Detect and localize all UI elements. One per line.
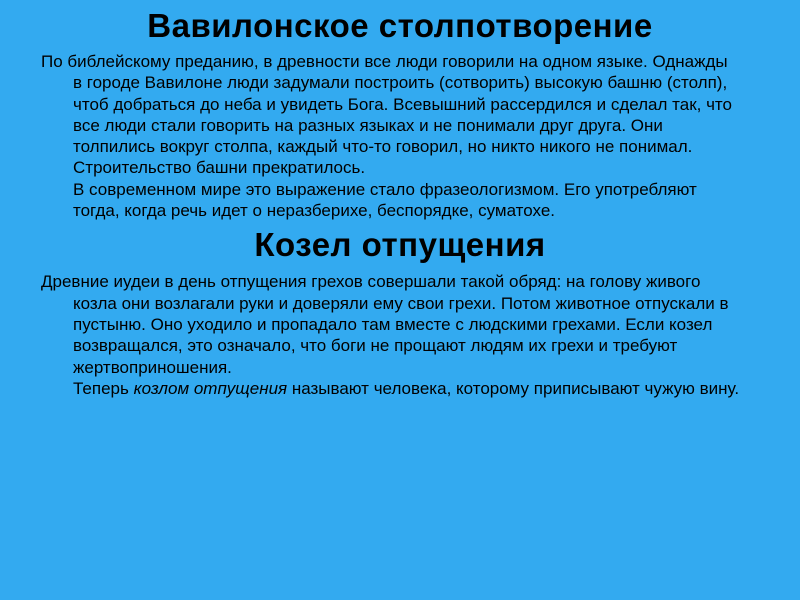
section-title-babel: Вавилонское столпотворение [147, 7, 653, 44]
paragraph-scapegoat-story: Древние иудеи в день отпущения грехов совершали такой обряд: на голову живого козла они возлагали руки и доверяли ему свои грехи. Потом животное отпускали в пустыню. Оно уходило и пропадало там вместе с людскими грехами. Если козел возвращался, это означало, что боги не прощают людям их грехи и требуют жертвоприношения. [41, 272, 729, 377]
paragraph-babel-modern: В современном мире это выражение стало фразеологизмом. Его употребляют тогда, когда речь идет о неразберихе, беспорядке, суматохе. [73, 179, 697, 221]
scapegoat-modern-after: называют человека, которому приписывают чужую вину. [287, 378, 740, 398]
scapegoat-modern-before: Теперь [73, 378, 134, 398]
section-title-scapegoat: Козел отпущения [254, 226, 546, 264]
paragraph-scapegoat-modern [0, 378, 800, 399]
paragraph-babel-story: По библейскому преданию, в древности все люди говорили на одном языке. Однажды в городе Вавилоне люди задумали построить (сотворить) высокую башню (столп), чтоб добраться до неба и увидеть Бога. Всевышний рассердился и сделал так, что все люди стали говорить на разных языках и не понимали друг друга. Они толпились вокруг столпа, каждый что-то говорил, но никто никого не понимал. Строительство башни прекратилось. [41, 52, 732, 178]
scapegoat-term: козлом отпущения [133, 378, 288, 398]
